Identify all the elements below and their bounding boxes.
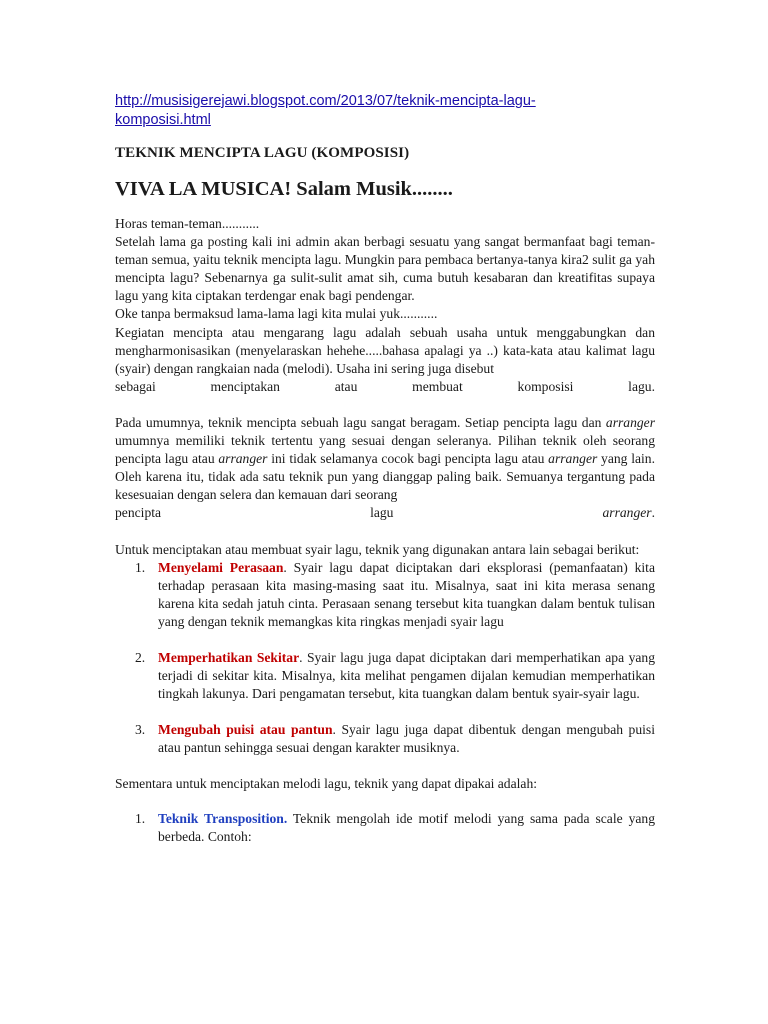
source-link[interactable]	[115, 92, 655, 130]
article-title: VIVA LA MUSICA! Salam Musik........	[115, 178, 453, 200]
article-subtitle: TEKNIK MENCIPTA LAGU (KOMPOSISI)	[115, 145, 410, 161]
definition-paragraph: Kegiatan mencipta atau mengarang lagu adalah sebuah usaha untuk menggabungkan dan mengharmonisasikan (menyelaraskan hehehe.....bahasa apalagi ya ..) kata-kata atau kalimat lagu (syair) dengan rangkaian nada (melodi). Usaha ini sering juga disebut	[115, 324, 655, 376]
arranger-term: arranger	[218, 451, 268, 467]
melodi-intro: Sementara untuk menciptakan melodi lagu, teknik yang dapat dipakai adalah:	[115, 776, 538, 792]
source-link-line2[interactable]: komposisi.html	[115, 112, 211, 128]
technique-description: . Syair lagu dapat diciptakan dari eksplorasi (pemanfaatan) kita terhadap perasaan kita masing-masing saat itu. Misalnya, saat ini kita merasa senang karena kita sedah jatuh cinta. Perasaan senang tersebut kita tuangkan dalam bentuk tulisan yang dengan teknik memangkas kita ringkas menjadi syair lagu	[158, 559, 655, 629]
syair-technique-list	[115, 559, 655, 758]
technique-description: . Syair lagu juga dapat dibentuk dengan mengubah puisi atau pantun sehingga sesuai dengan karakter musiknya.	[158, 722, 655, 756]
arranger-term: arranger	[548, 451, 598, 467]
list-item	[115, 810, 655, 846]
technique-paragraph: Pada umumnya, teknik mencipta sebuah lagu sangat beragam. Setiap pencipta lagu dan arranger umumnya memiliki teknik tertentu yang sesuai dengan seleranya. Pilihan teknik oleh seorang pencipta lagu atau arranger ini tidak selamanya cocok bagi pencipta lagu atau arranger yang lain. Oleh karena itu, tidak ada satu teknik pun yang dianggap paling baik. Semuanya tergantung pada kesesuaian dengan selera dan kemauan dari seorang pencipta lagu arranger.	[115, 414, 655, 521]
technique-description: . Syair lagu juga dapat diciptakan dari memperhatikan apa yang terjadi di sekitar kita. Misalnya, kita melihat pengamen dijalan kemudian memperhatikan tingkah lakunya. Dari pengamatan tersebut, kita tuangkan dalam bentuk syair-syair lagu.	[158, 649, 655, 702]
intro-section	[115, 215, 655, 396]
definition-paragraph-end: sebagai menciptakan atau membuat komposisi lagu.	[115, 378, 655, 394]
list-item	[115, 721, 655, 757]
source-link-line1[interactable]: http://musisigerejawi.blogspot.com/2013/07/teknik-mencipta-lagu-	[115, 93, 536, 109]
list-item	[115, 559, 655, 631]
technique-term: Menyelami Perasaan	[158, 559, 284, 575]
syair-intro: Untuk menciptakan atau membuat syair lagu, teknik yang digunakan antara lain sebagai berikut:	[115, 541, 640, 557]
arranger-term: arranger	[602, 505, 652, 521]
technique-term: Memperhatikan Sekitar	[158, 649, 300, 665]
greeting-text: Horas teman-teman...........	[115, 216, 260, 231]
technique-term: Mengubah puisi atau pantun	[158, 722, 333, 738]
list-number: 1.	[135, 559, 146, 575]
technique-description: Teknik mengolah ide motif melodi yang sama pada scale yang berbeda. Contoh:	[158, 810, 655, 844]
melodi-technique-list	[115, 810, 655, 846]
technique-term: Teknik Transposition.	[158, 810, 288, 826]
list-number: 3.	[135, 722, 146, 738]
list-number: 1.	[135, 810, 146, 826]
intro-paragraph-end: Oke tanpa bermaksud lama-lama lagi kita mulai yuk...........	[115, 306, 438, 322]
intro-paragraph: Setelah lama ga posting kali ini admin akan berbagi sesuatu yang sangat bermanfaat bagi teman-teman semua, yaitu teknik mencipta lagu. Mungkin para pembaca bertanya-tanya kira2 sulit ga yah mencipta lagu? Sebenarnya ga sulit-sulit amat sih, cuma butuh kesabaran dan kreatifitas supaya lagu yang kita ciptakan terdengar enak bagi pendengar.	[115, 234, 655, 304]
list-item	[115, 649, 655, 703]
document-page	[115, 92, 655, 846]
list-number: 2.	[135, 649, 146, 665]
arranger-term: arranger	[605, 414, 655, 430]
